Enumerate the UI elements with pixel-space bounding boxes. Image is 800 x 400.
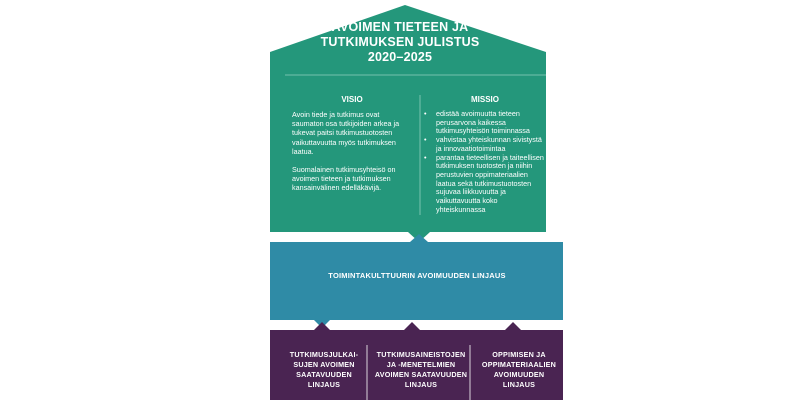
- box-line: OPPIMISEN JA: [492, 350, 546, 359]
- box-line: SUJEN AVOIMEN: [293, 360, 355, 369]
- missio-item: • vahvistaa yhteiskunnan sivistystä ja innovaatiotoimintaa: [424, 136, 549, 153]
- box-line: OPPIMATERIAALIEN: [481, 360, 557, 369]
- culture-policy-label: TOIMINTAKULTTUURIN AVOIMUUDEN LINJAUS: [328, 271, 506, 280]
- box-line: LINJAUS: [502, 380, 536, 389]
- data-methods-policy-box: [373, 350, 469, 390]
- declaration-title: [300, 20, 500, 65]
- box-line: AVOIMUUDEN: [493, 370, 545, 379]
- visio-paragraph: Suomalainen tutkimusyhteisö on avoimen tieteen ja tutkimuksen kansainvälinen edelläkävijä.: [292, 165, 396, 193]
- missio-heading: MISSIO: [470, 95, 499, 104]
- missio-item: • parantaa tieteellisen ja taiteellisen tutkimuksen tuotosten ja niihin perustuvien oppimateriaalien laatua sekä tutkimustuotosten sujuvaa liikkuvuutta ja vaikuttavuutta koko yhteiskunnassa: [424, 154, 549, 215]
- box-line: SAATAVUUDEN: [296, 370, 352, 379]
- box-line: LINJAUS: [404, 380, 438, 389]
- visio-heading: VISIO: [341, 95, 363, 104]
- title-line: TUTKIMUKSEN JULISTUS: [320, 35, 480, 49]
- culture-policy-band: [270, 234, 563, 328]
- missio-item: • edistää avoimuutta tieteen perusarvona kaikessa tutkimusyhteisön toiminnassa: [424, 110, 549, 136]
- box-line: JA -MENETELMIEN: [386, 360, 456, 369]
- publications-policy-box: [284, 350, 364, 390]
- box-line: AVOIMEN SAATAVUUDEN: [374, 370, 468, 379]
- missio-list: [424, 110, 549, 214]
- box-line: TUTKIMUSAINEISTOJEN: [376, 350, 466, 359]
- title-line: AVOIMEN TIETEEN JA: [331, 20, 469, 34]
- box-line: TUTKIMUSJULKAI-: [289, 350, 359, 359]
- title-year: 2020–2025: [367, 50, 433, 64]
- learning-materials-policy-box: [478, 350, 560, 390]
- visio-paragraph: Avoin tiede ja tutkimus ovat saumaton osa tutkijoiden arkea ja tukevat paitsi tutkimustuotosten vaikuttavuutta myös tutkimuksen laatua.: [292, 110, 400, 156]
- visio-text: [292, 110, 410, 202]
- box-line: LINJAUS: [307, 380, 341, 389]
